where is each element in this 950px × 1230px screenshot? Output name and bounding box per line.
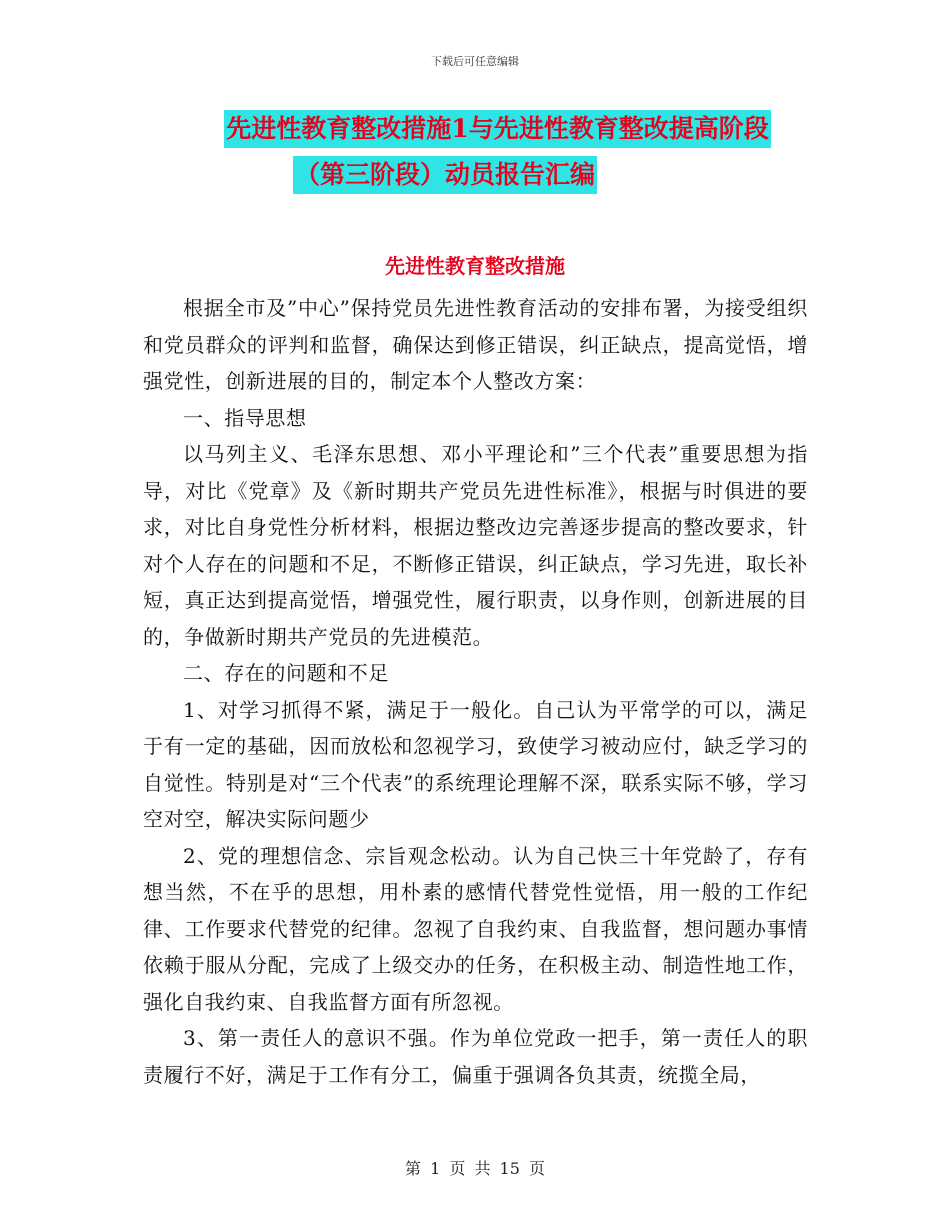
- section-heading: 先进性教育整改措施: [385, 254, 565, 278]
- page-number-footer: 第 1 页 共 15 页: [405, 1159, 545, 1178]
- title-line-2: （第三阶段）动员报告汇编: [293, 156, 597, 194]
- paragraph-guiding-ideology: 以马列主义、毛泽东思想、邓小平理论和”三个代表”重要思想为指导，对比《党章》及《新时期共产党员先进性标准》，根据与时俱进的要求，对比自身党性分析材料，根据边整改边完善逐步提高的整改要求，针对个人存在的问题和不足，不断修正错误，纠正缺点，学习先进，取长补短，真正达到提高觉悟，增强党性，履行职责，以身作则，创新进展的目的，争做新时期共产党员的先进模范。: [143, 442, 808, 649]
- paragraph-intro: 根据全市及”中心”保持党员先进性教育活动的安排布署，为接受组织和党员群众的评判和监督，确保达到修正错误，纠正缺点，提高觉悟，增强党性，创新进展的目的，制定本个人整改方案：: [143, 296, 808, 393]
- title-line-1: 先进性教育整改措施1与先进性教育整改提高阶段: [224, 110, 770, 148]
- paragraph-problem-3: 3、第一责任人的意识不强。作为单位党政一把手，第一责任人的职责履行不好，满足于工作有分工，偏重于强调各负其责，统揽全局，: [143, 1026, 808, 1087]
- heading-guiding-ideology: 一、指导思想: [183, 405, 307, 430]
- document-title: [0, 110, 950, 194]
- heading-problems: 二、存在的问题和不足: [183, 661, 389, 685]
- body-text: [143, 290, 808, 1093]
- header-note: 下载后可任意编辑: [431, 55, 519, 68]
- paragraph-problem-1: 1、对学习抓得不紧，满足于一般化。自己认为平常学的可以，满足于有一定的基础，因而放松和忽视学习，致使学习被动应付，缺乏学习的自觉性。特别是对“三个代表”的系统理论理解不深，联系实际不够，学习空对空，解决实际问题少: [143, 697, 808, 831]
- paragraph-problem-2: 2、党的理想信念、宗旨观念松动。认为自己快三十年党龄了，存有想当然，不在乎的思想，用朴素的感情代替党性觉悟，用一般的工作纪律、工作要求代替党的纪律。忽视了自我约束、自我监督，想问题办事情依赖于服从分配，完成了上级交办的任务，在积极主动、制造性地工作，强化自我约束、自我监督方面有所忽视。: [143, 843, 808, 1014]
